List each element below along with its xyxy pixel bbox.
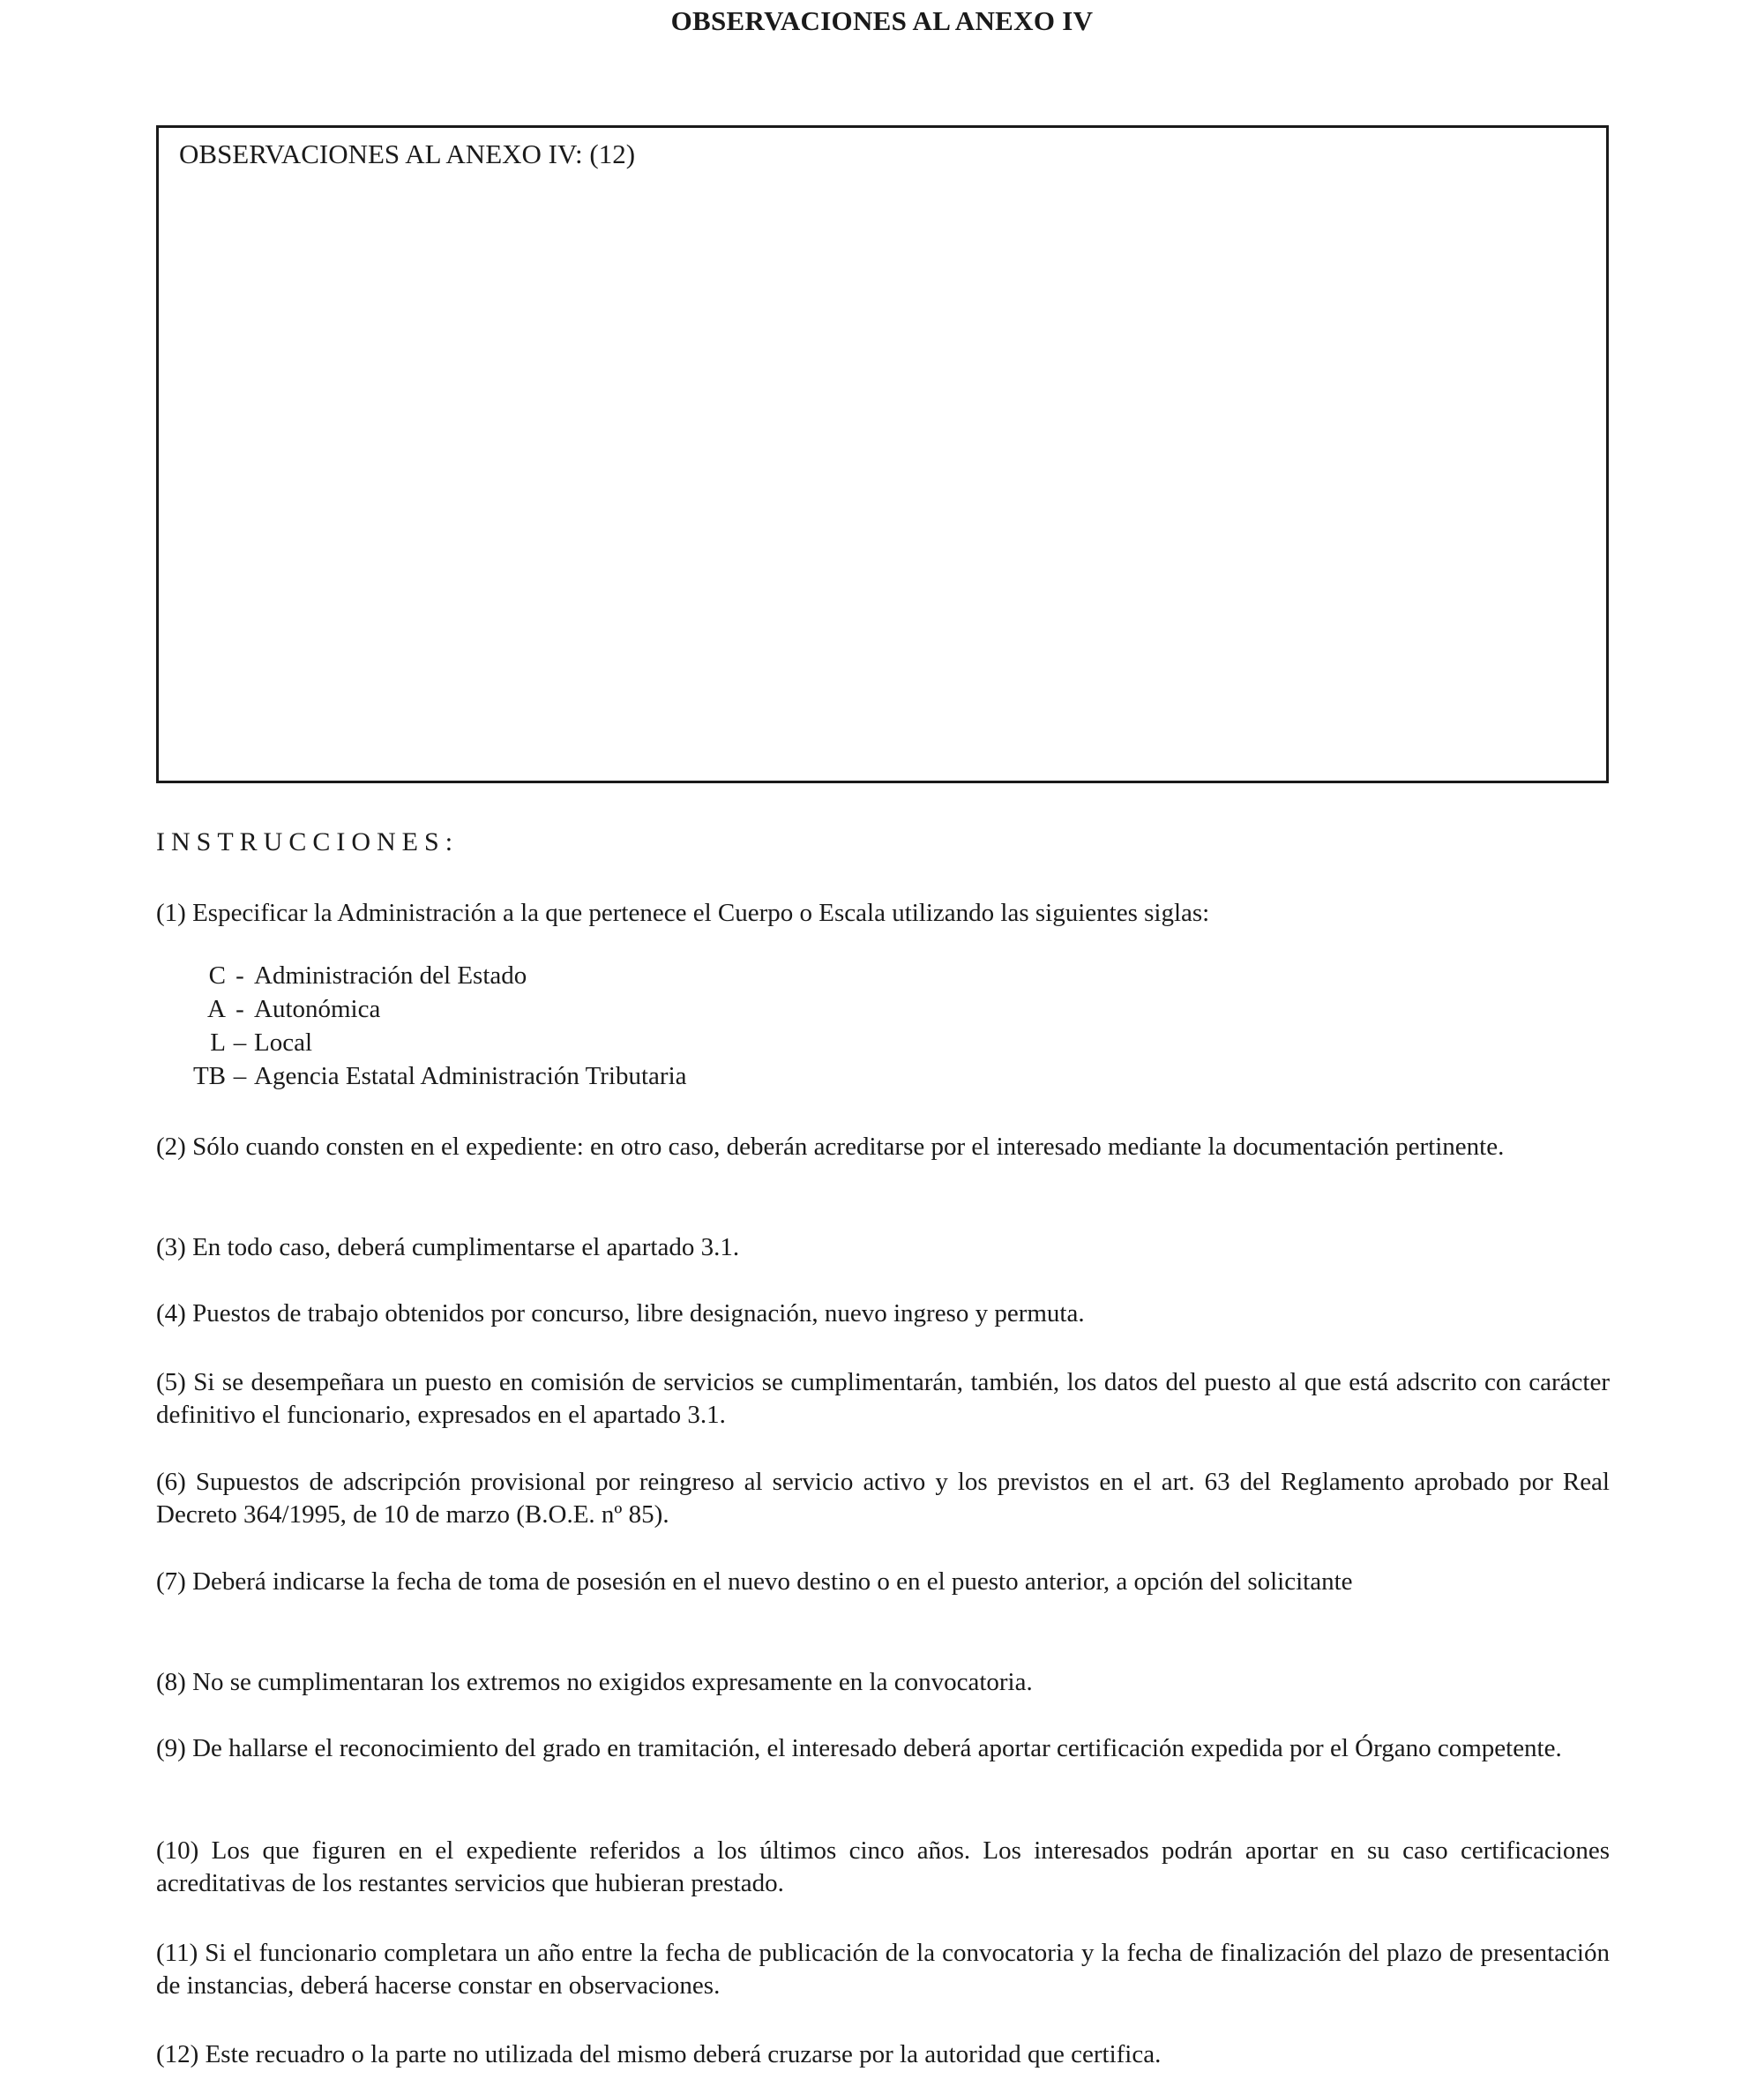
sigla-separator: – xyxy=(233,1062,247,1090)
sigla-label: Agencia Estatal Administración Tributaria xyxy=(254,1062,687,1090)
instruction-note-12: (12) Este recuadro o la parte no utilizada del mismo deberá cruzarse por la autoridad que certifica. xyxy=(156,2040,1162,2068)
instruction-note-11: (11) Si el funcionario completara un año entre la fecha de publicación de la convocatoria y la fecha de finalización del plazo de presentación de instancias, deberá hacerse constar en observaciones. xyxy=(156,1939,1610,2000)
sigla-item-tb xyxy=(176,1059,687,1093)
sigla-separator: – xyxy=(233,1028,247,1057)
siglas-list xyxy=(176,959,687,1093)
instruction-note-10: (10) Los que figuren en el expediente referidos a los últimos cinco años. Los interesados podrán aportar en su caso certificaciones acreditativas de los restantes servicios que hubieran prestado. xyxy=(156,1836,1610,1897)
sigla-separator: - xyxy=(235,961,244,990)
sigla-label: Administración del Estado xyxy=(254,961,527,990)
instruction-note-7: (7) Deberá indicarse la fecha de toma de posesión en el nuevo destino o en el puesto anterior, a opción del solicitante xyxy=(156,1567,1353,1596)
instruction-note-9: (9) De hallarse el reconocimiento del grado en tramitación, el interesado deberá aportar certificación expedida por el Órgano competente. xyxy=(156,1734,1562,1762)
sigla-label: Autonómica xyxy=(254,995,381,1023)
sigla-code: A xyxy=(207,995,226,1023)
instruction-note-1: (1) Especificar la Administración a la que pertenece el Cuerpo o Escala utilizando las siguientes siglas: xyxy=(156,899,1210,927)
instruction-note-6: (6) Supuestos de adscripción provisional por reingreso al servicio activo y los previstos en el art. 63 del Reglamento aprobado por Real Decreto 364/1995, de 10 de marzo (B.O.E. nº 85). xyxy=(156,1468,1610,1529)
page-title: OBSERVACIONES AL ANEXO IV xyxy=(670,5,1094,36)
instruction-note-8: (8) No se cumplimentaran los extremos no exigidos expresamente en la convocatoria. xyxy=(156,1668,1033,1696)
instructions-heading: INSTRUCCIONES: xyxy=(156,827,460,856)
observations-box[interactable] xyxy=(156,125,1609,783)
sigla-label: Local xyxy=(254,1028,313,1057)
instruction-note-3: (3) En todo caso, deberá cumplimentarse el apartado 3.1. xyxy=(156,1233,740,1261)
instruction-note-4: (4) Puestos de trabajo obtenidos por concurso, libre designación, nuevo ingreso y permuta. xyxy=(156,1299,1085,1327)
sigla-separator: - xyxy=(235,995,244,1023)
sigla-code: C xyxy=(208,961,226,990)
sigla-code: TB xyxy=(192,1062,226,1090)
instruction-note-2: (2) Sólo cuando consten en el expediente: en otro caso, deberán acreditarse por el interesado mediante la documentación pertinente. xyxy=(156,1133,1505,1161)
sigla-item-c xyxy=(176,959,687,992)
sigla-item-l xyxy=(176,1026,687,1059)
instruction-note-5: (5) Si se desempeñara un puesto en comisión de servicios se cumplimentarán, también, los datos del puesto al que está adscrito con carácter definitivo el funcionario, expresados en el apartado 3.1. xyxy=(156,1368,1610,1429)
sigla-item-a xyxy=(176,992,687,1026)
observations-box-label: OBSERVACIONES AL ANEXO IV: (12) xyxy=(179,138,636,169)
sigla-code: L xyxy=(210,1028,226,1057)
